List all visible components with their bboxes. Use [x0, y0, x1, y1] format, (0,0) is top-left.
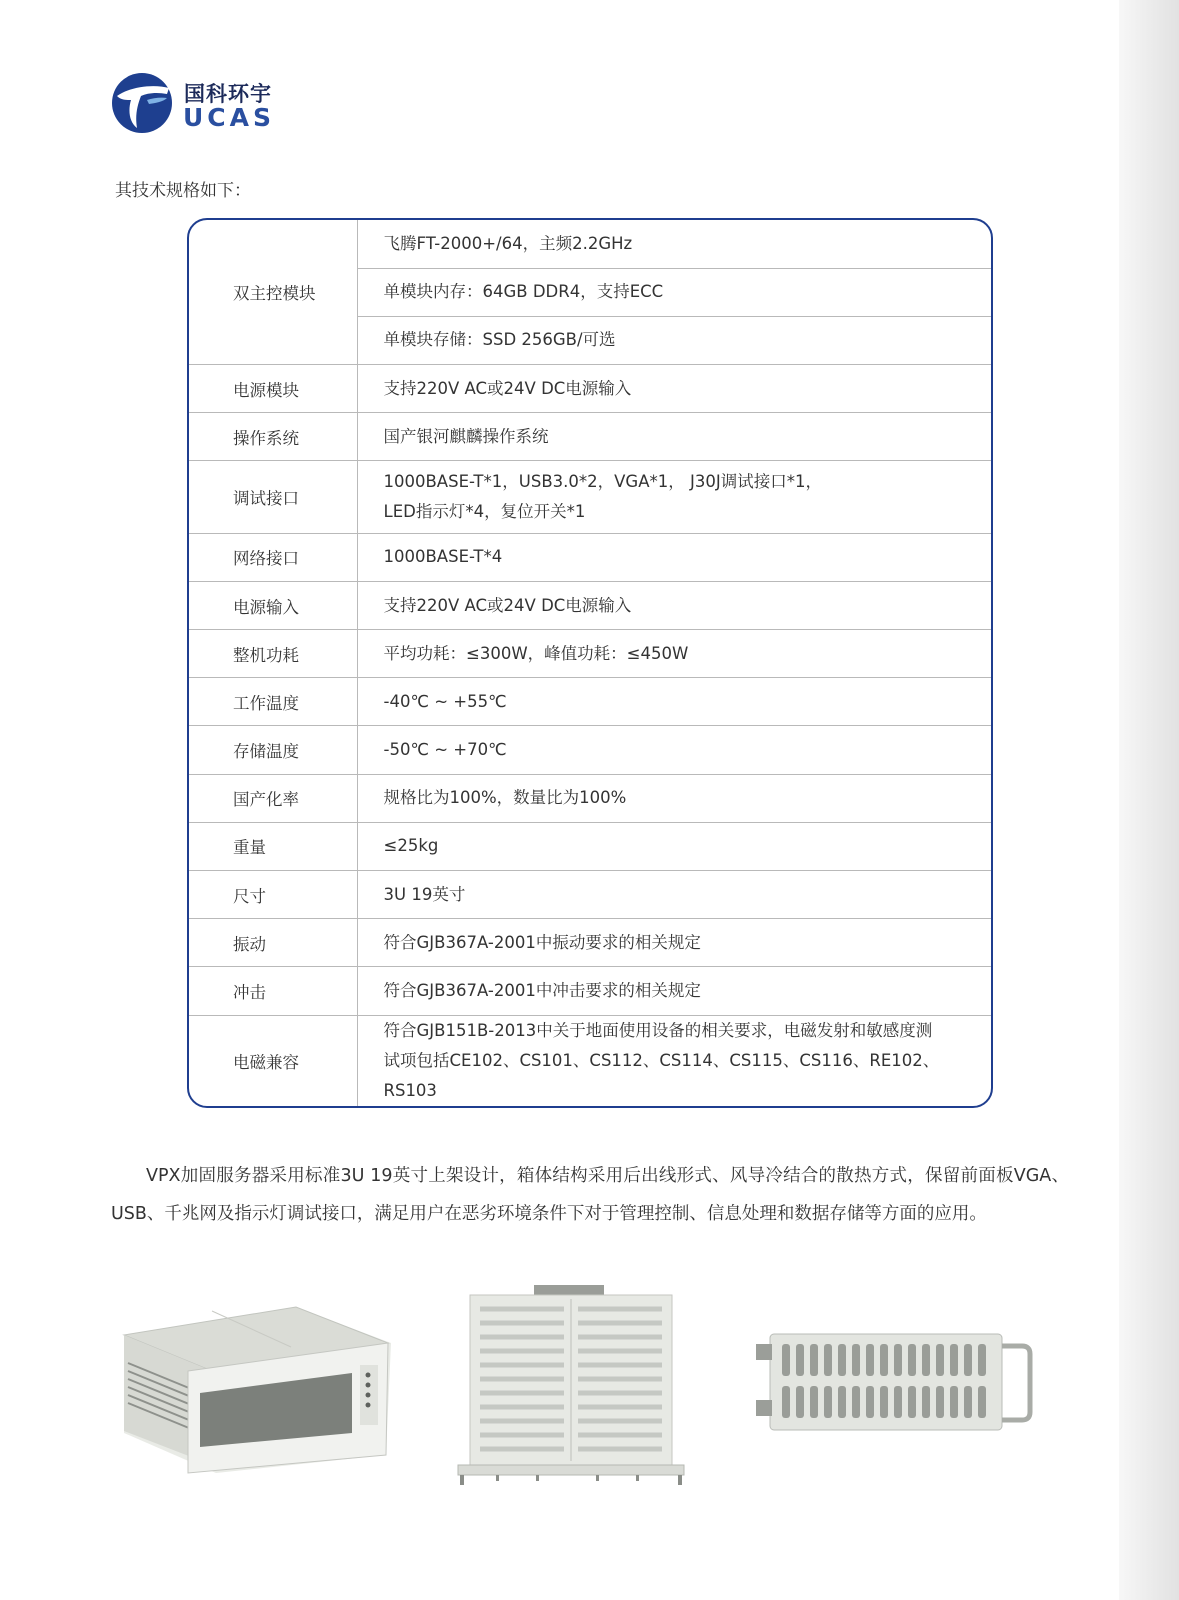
ucas-logo-icon [111, 72, 173, 134]
table-row [189, 220, 991, 268]
spec-value-line: 符合GJB151B-2013中关于地面使用设备的相关要求，电磁发射和敏感度测 [383, 1020, 933, 1040]
spec-label: 网络接口 [189, 533, 357, 581]
spec-value: 符合GJB367A-2001中振动要求的相关规定 [357, 919, 991, 967]
spec-value-line: 1000BASE-T*1，USB3.0*2，VGA*1， J30J调试接口*1， [383, 472, 822, 492]
spec-value: 支持220V AC或24V DC电源输入 [357, 365, 991, 413]
spec-label: 电磁兼容 [189, 1015, 357, 1106]
table-row [189, 413, 991, 461]
spec-value-line: LED指示灯*4，复位开关*1 [383, 502, 586, 522]
spec-label: 操作系统 [189, 413, 357, 461]
spec-label: 工作温度 [189, 678, 357, 726]
spec-label: 重量 [189, 822, 357, 870]
spec-label: 调试接口 [189, 461, 357, 533]
spec-value: -50℃ ~ +70℃ [357, 726, 991, 774]
spec-value: -40℃ ~ +55℃ [357, 678, 991, 726]
spec-label: 国产化率 [189, 774, 357, 822]
spec-label: 电源模块 [189, 365, 357, 413]
spec-value [357, 1015, 991, 1106]
table-row [189, 967, 991, 1015]
table-row [189, 919, 991, 967]
spec-table-frame [187, 218, 993, 1108]
spec-label: 双主控模块 [189, 220, 357, 365]
spec-value [357, 461, 991, 533]
page-edge-shadow [1119, 0, 1179, 1600]
table-row [189, 630, 991, 678]
spec-value: 飞腾FT-2000+/64，主频2.2GHz [357, 220, 991, 268]
spec-value: 支持220V AC或24V DC电源输入 [357, 581, 991, 629]
logo-chinese-name: 国科环宇 [184, 82, 272, 106]
table-row [189, 461, 991, 533]
table-row [189, 581, 991, 629]
spec-value: 规格比为100%，数量比为100% [357, 774, 991, 822]
spec-value: 单模块内存：64GB DDR4，支持ECC [357, 268, 991, 316]
logo-english-name: UCAS [183, 103, 276, 132]
table-row [189, 774, 991, 822]
spec-value: ≤25kg [357, 822, 991, 870]
spec-value: 3U 19英寸 [357, 871, 991, 919]
spec-label: 尺寸 [189, 871, 357, 919]
table-row [189, 1015, 991, 1106]
spec-label: 电源输入 [189, 581, 357, 629]
spec-label: 存储温度 [189, 726, 357, 774]
company-logo [111, 72, 291, 138]
spec-value: 国产银河麒麟操作系统 [357, 413, 991, 461]
spec-label: 振动 [189, 919, 357, 967]
table-row [189, 678, 991, 726]
description-paragraph: VPX加固服务器采用标准3U 19英寸上架设计，箱体结构采用后出线形式、风导冷结合的散热方式，保留前面板VGA、USB、千兆网及指示灯调试接口，满足用户在恶劣环境条件下对于管理控制、信息处理和数据存储等方面的应用。 [111, 1166, 1069, 1224]
spec-value-line: 试项包括CE102、CS101、CS112、CS114、CS115、CS116、RE102、RS103 [383, 1050, 940, 1100]
spec-value: 单模块存储：SSD 256GB/可选 [357, 316, 991, 364]
spec-value: 符合GJB367A-2001中冲击要求的相关规定 [357, 967, 991, 1015]
table-row [189, 365, 991, 413]
table-row [189, 726, 991, 774]
intro-text: 其技术规格如下： [115, 181, 251, 201]
spec-label: 整机功耗 [189, 630, 357, 678]
table-row [189, 871, 991, 919]
spec-table [189, 220, 991, 1106]
spec-value: 1000BASE-T*4 [357, 533, 991, 581]
server-front-image [116, 1305, 396, 1475]
spec-value: 平均功耗：≤300W，峰值功耗：≤450W [357, 630, 991, 678]
table-row [189, 822, 991, 870]
table-row [189, 533, 991, 581]
server-side-image [756, 1330, 1036, 1440]
server-top-image [456, 1285, 686, 1500]
spec-label: 冲击 [189, 967, 357, 1015]
